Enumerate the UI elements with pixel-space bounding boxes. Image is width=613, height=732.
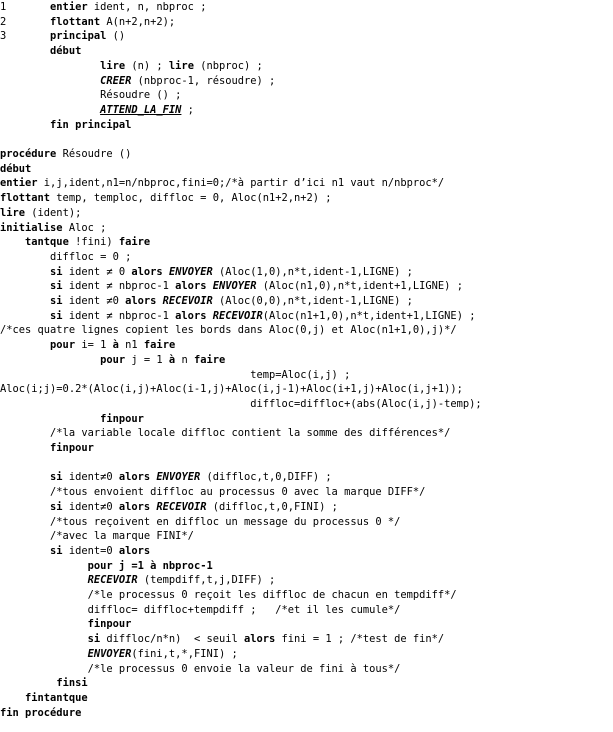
- code-keyword: pour j =1 à nbproc-1: [87, 559, 213, 572]
- code-keyword: CREER: [100, 74, 132, 87]
- code-text: temp=Aloc(i,j) ;: [0, 368, 351, 381]
- code-text: (fini,t,*,FINI) ;: [131, 647, 238, 660]
- code-keyword: RECEVOIR: [156, 500, 207, 513]
- code-keyword: faire: [143, 339, 176, 352]
- code-text: diffloc = 0 ;: [0, 250, 132, 263]
- code-line: [0, 603, 400, 618]
- code-line: [0, 588, 457, 603]
- code-text: i,j,ident,n1=n/nbproc,fini=0;/*à partir d’ici n1 vaut n/nbproc*/: [37, 177, 445, 190]
- code-text: Résoudre () ;: [0, 89, 182, 102]
- code-text: (Aloc(n1+1,0),n*t,ident+1,LIGNE) ;: [262, 309, 476, 322]
- code-line: [0, 103, 194, 118]
- code-keyword: fin principal: [50, 118, 132, 131]
- code-text: n1: [118, 339, 144, 352]
- code-text: [0, 471, 50, 483]
- code-text: [0, 266, 50, 278]
- code-text: 2: [0, 15, 51, 28]
- code-keyword: RECEVOIR: [212, 309, 263, 322]
- code-keyword: début: [50, 45, 82, 58]
- code-line: [0, 676, 88, 691]
- code-line: [0, 485, 425, 500]
- code-text: /*ces quatre lignes copient les bords dans Aloc(0,j) et Aloc(n1+1,0),j)*/: [0, 324, 457, 337]
- code-text: fini = 1 ; /*test de fin*/: [275, 633, 445, 646]
- code-text: [0, 280, 50, 292]
- code-keyword: fin procédure: [0, 706, 82, 719]
- code-line: [0, 529, 194, 544]
- code-keyword: flottant: [0, 192, 51, 205]
- code-line: [0, 191, 332, 206]
- code-line: [0, 632, 444, 647]
- code-line: [0, 397, 482, 412]
- code-text: ident ≠ nbproc-1: [62, 280, 176, 293]
- code-text: [0, 339, 50, 351]
- code-line: [0, 279, 463, 294]
- code-text: Aloc(i;j)=0.2*(Aloc(i,j)+Aloc(i-1,j)+Aloc(i,j-1)+Aloc(i+1,j)+Aloc(i,j+1));: [0, 383, 463, 396]
- code-keyword: principal: [50, 30, 107, 43]
- code-keyword: si: [50, 265, 63, 278]
- code-text: [0, 104, 100, 116]
- code-keyword: finsi: [56, 677, 88, 690]
- code-line: [0, 515, 400, 530]
- code-keyword: à: [112, 339, 119, 352]
- code-keyword: alors: [118, 544, 151, 557]
- code-text: ident ≠0: [62, 295, 126, 307]
- code-text: /*avec la marque FINI*/: [0, 530, 194, 543]
- code-line: [0, 147, 131, 162]
- code-line: [0, 176, 444, 191]
- code-line: [0, 382, 463, 397]
- code-keyword: ENVOYER: [168, 265, 213, 278]
- code-line: [0, 662, 400, 677]
- code-text: [0, 618, 88, 630]
- code-text: temp, temploc, diffloc = 0, Aloc(n1+2,n+2) ;: [50, 192, 332, 205]
- code-text: Résoudre (): [56, 148, 132, 160]
- code-text: (diffloc,t,0,DIFF) ;: [200, 471, 332, 484]
- code-text: [0, 677, 56, 689]
- code-text: /*le processus 0 reçoit les diffloc de chacun en tempdiff*/: [0, 589, 457, 601]
- code-text: ident=0: [62, 544, 119, 557]
- code-line: [0, 206, 81, 221]
- code-text: [0, 295, 50, 307]
- code-line: [0, 118, 131, 133]
- code-keyword: alors: [118, 500, 151, 513]
- code-keyword: alors: [175, 280, 207, 293]
- code-text: Aloc ;: [62, 221, 107, 234]
- code-keyword: si: [50, 280, 63, 293]
- code-keyword: initialise: [0, 221, 63, 234]
- code-line: [0, 221, 106, 236]
- code-text: (diffloc,t,0,FINI) ;: [206, 500, 338, 513]
- code-line: [0, 309, 475, 324]
- code-keyword: si: [50, 295, 63, 307]
- code-keyword: si: [50, 544, 63, 557]
- code-keyword: flottant: [50, 15, 101, 28]
- code-keyword: faire: [193, 353, 226, 366]
- code-line: [0, 617, 131, 632]
- code-text: (nbproc-1, résoudre) ;: [131, 74, 276, 87]
- code-text: [0, 574, 88, 586]
- code-keyword: alors: [175, 309, 207, 322]
- code-keyword: à: [168, 353, 176, 366]
- code-keyword: RECEVOIR: [162, 295, 213, 307]
- code-text: (Aloc(0,0),n*t,ident-1,LIGNE) ;: [212, 295, 413, 307]
- code-text: [0, 413, 100, 425]
- code-text: (n) ;: [125, 59, 169, 72]
- code-text: i= 1: [75, 339, 113, 352]
- code-line: [0, 338, 175, 353]
- code-keyword: début: [0, 162, 32, 175]
- code-keyword: entier: [0, 177, 38, 190]
- code-line: [0, 426, 450, 441]
- code-text: [0, 648, 88, 660]
- code-text: j = 1: [125, 353, 169, 366]
- code-line: [0, 59, 263, 74]
- code-text: 3: [0, 30, 51, 43]
- code-keyword: si: [50, 309, 63, 322]
- code-text: (Aloc(n1,0),n*t,ident+1,LIGNE) ;: [256, 280, 463, 293]
- code-keyword: ENVOYER: [212, 280, 257, 293]
- code-keyword: tantque: [25, 236, 69, 249]
- code-text: 1: [0, 1, 51, 13]
- code-keyword: ENVOYER: [87, 647, 132, 660]
- code-line: [0, 353, 225, 368]
- code-text: [0, 60, 100, 72]
- code-text: [0, 560, 88, 572]
- code-line: [0, 544, 150, 559]
- code-keyword: alors: [118, 471, 151, 484]
- code-text: ident ≠ nbproc-1: [62, 309, 176, 322]
- code-line: [0, 647, 238, 662]
- code-text: (tempdiff,t,j,DIFF) ;: [137, 574, 276, 587]
- code-text: [0, 119, 50, 131]
- code-line: [0, 250, 131, 265]
- code-keyword: finpour: [100, 412, 144, 425]
- code-keyword: pour: [50, 339, 76, 352]
- code-text: /*la variable locale diffloc contient la somme des différences*/: [0, 427, 451, 440]
- code-line: [0, 691, 88, 706]
- code-line: [0, 74, 275, 89]
- code-text: /*tous reçoivent en diffloc un message du processus 0 */: [0, 515, 401, 528]
- code-text: [0, 545, 50, 557]
- code-line: [0, 294, 413, 309]
- code-text: [0, 692, 25, 704]
- code-text: [0, 633, 88, 645]
- code-keyword: faire: [118, 236, 151, 249]
- code-text: !fini): [68, 236, 119, 249]
- code-text: ident ≠ 0: [62, 265, 132, 278]
- code-line: [0, 29, 125, 44]
- code-keyword: procédure: [0, 148, 57, 160]
- code-line: [0, 470, 332, 485]
- code-keyword: lire: [0, 206, 26, 219]
- code-keyword: RECEVOIR: [87, 574, 138, 587]
- code-keyword: alors: [244, 633, 276, 646]
- code-text: [0, 354, 100, 366]
- code-line: [0, 706, 81, 721]
- code-text: /*tous envoient diffloc au processus 0 avec la marque DIFF*/: [0, 486, 426, 499]
- code-line: [0, 323, 457, 338]
- code-line: [0, 441, 94, 456]
- code-text: [0, 45, 50, 57]
- code-text: (ident);: [25, 206, 82, 219]
- code-text: [0, 75, 100, 87]
- code-text: ;: [181, 103, 194, 116]
- code-line: [0, 44, 81, 59]
- code-line: [0, 0, 206, 15]
- code-line: [0, 412, 144, 427]
- code-keyword: si: [50, 471, 63, 484]
- code-text: [0, 442, 50, 454]
- code-keyword: ENVOYER: [156, 471, 201, 484]
- code-keyword: pour: [100, 353, 126, 366]
- code-keyword: entier: [50, 1, 88, 13]
- code-text: [0, 310, 50, 322]
- code-line: [0, 500, 338, 515]
- code-line: [0, 235, 150, 250]
- code-text: diffloc=diffloc+(abs(Aloc(i,j)-temp);: [0, 397, 482, 410]
- code-keyword: fintantque: [25, 691, 88, 704]
- code-text: ident≠0: [62, 471, 119, 484]
- code-keyword: alors: [131, 265, 163, 278]
- code-text: (): [106, 30, 126, 43]
- code-line: [0, 88, 181, 103]
- code-text: [0, 501, 50, 513]
- code-keyword: si: [50, 500, 63, 513]
- code-text: (Aloc(1,0),n*t,ident-1,LIGNE) ;: [212, 265, 413, 278]
- code-keyword: lire: [100, 59, 126, 72]
- code-line: [0, 15, 175, 30]
- code-text: ident, n, nbproc ;: [87, 1, 207, 13]
- code-keyword: alors: [125, 295, 157, 307]
- code-keyword: finpour: [87, 618, 132, 631]
- code-text: (nbproc) ;: [193, 59, 263, 72]
- code-keyword: ATTEND_LA_FIN: [100, 103, 182, 116]
- code-text: [0, 236, 25, 248]
- code-line: [0, 162, 31, 177]
- code-keyword: si: [87, 633, 101, 646]
- code-line: [0, 559, 213, 574]
- code-line: [0, 573, 275, 588]
- code-keyword: finpour: [50, 442, 94, 454]
- code-text: A(n+2,n+2);: [100, 15, 176, 28]
- code-line: [0, 368, 350, 383]
- code-text: ident≠0: [62, 500, 119, 513]
- code-text: diffloc/n*n) < seuil: [100, 633, 244, 646]
- code-keyword: lire: [168, 59, 194, 72]
- code-text: diffloc= diffloc+tempdiff ; /*et il les cumule*/: [0, 603, 401, 616]
- code-line: [0, 265, 413, 280]
- code-text: n: [175, 353, 194, 366]
- code-text: /*le processus 0 envoie la valeur de fini à tous*/: [0, 662, 401, 675]
